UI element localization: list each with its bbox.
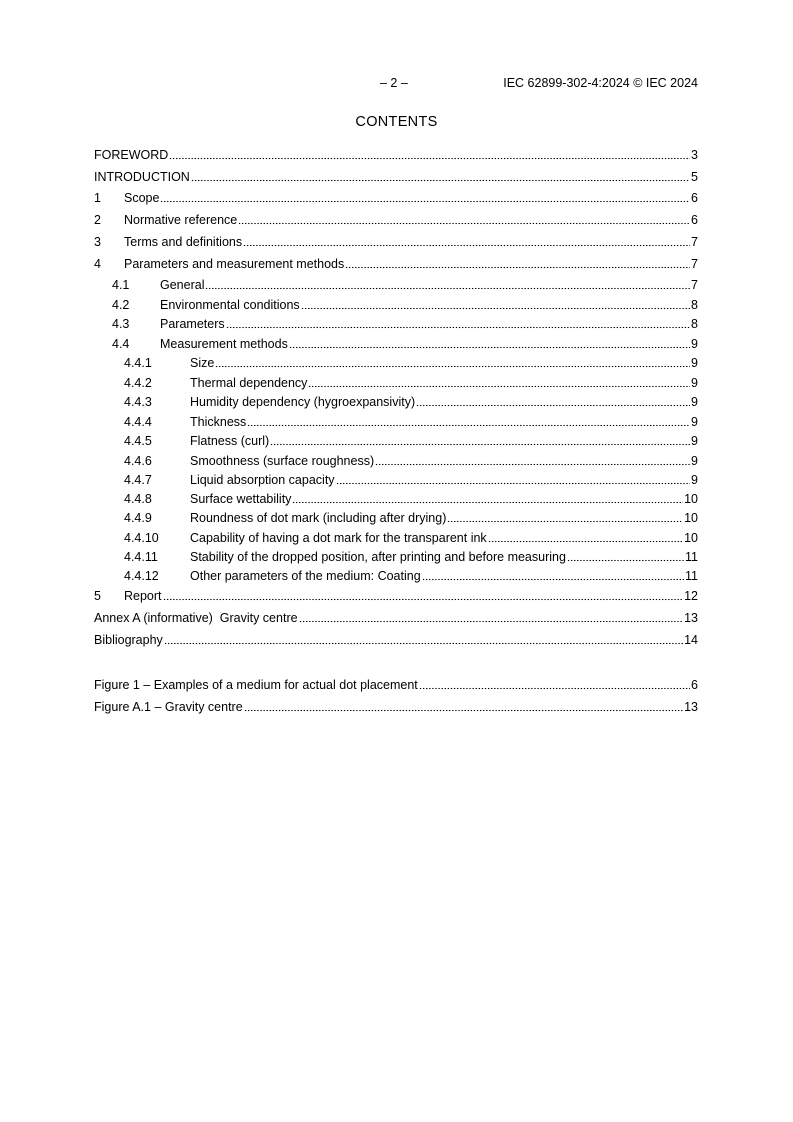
dot-leader <box>191 170 690 182</box>
figure-entry-1[interactable] <box>94 675 698 693</box>
toc-entry-number: 1 <box>94 191 101 205</box>
dot-leader <box>238 213 690 225</box>
toc-entry-page: 10 <box>684 511 698 525</box>
dot-leader <box>215 356 690 368</box>
toc-entry-number: 4.4.6 <box>124 454 152 468</box>
toc-entry-label: FOREWORD <box>94 148 169 162</box>
toc-entry-label: Report <box>124 589 162 603</box>
toc-entry-environmental-conditions[interactable] <box>94 295 698 313</box>
toc-entry-page: 3 <box>691 148 698 162</box>
toc-entry-measurement-methods[interactable] <box>94 334 698 352</box>
toc-entry-number: 4.4.5 <box>124 434 152 448</box>
toc-entry-page: 9 <box>691 415 698 429</box>
toc-entry-number: 4.4.10 <box>124 531 159 545</box>
toc-entry-scope[interactable] <box>94 188 698 206</box>
toc-entry-label: Surface wettability <box>190 492 292 506</box>
toc-entry-label: Roundness of dot mark (including after drying) <box>190 511 447 525</box>
toc-entry-report[interactable] <box>94 586 698 604</box>
toc-entry-number: 3 <box>94 235 101 249</box>
toc-entry-page: 12 <box>684 589 698 603</box>
toc-entry-number: 4.4.3 <box>124 395 152 409</box>
toc-entry-label: Measurement methods <box>160 337 288 351</box>
toc-entry-page: 13 <box>684 611 698 625</box>
toc-entry-flatness[interactable] <box>94 431 698 449</box>
document-id: IEC 62899-302-4:2024 © IEC 2024 <box>503 76 698 90</box>
toc-entry-page: 9 <box>691 395 698 409</box>
toc-entry-humidity-dependency[interactable] <box>94 392 698 410</box>
toc-entry-number: 4.4.4 <box>124 415 152 429</box>
toc-entry-label: Size <box>190 356 215 370</box>
dot-leader <box>567 550 684 562</box>
figure-entry-label: Figure 1 – Examples of a medium for actual dot placement <box>94 678 418 692</box>
toc-entry-page: 10 <box>684 531 698 545</box>
dot-leader <box>247 415 690 427</box>
dot-leader <box>169 148 690 160</box>
toc-entry-page: 8 <box>691 298 698 312</box>
toc-entry-roundness[interactable] <box>94 508 698 526</box>
toc-entry-size[interactable] <box>94 353 698 371</box>
toc-entry-label: Stability of the dropped position, after printing and before measuring <box>190 550 566 564</box>
toc-entry-thickness[interactable] <box>94 412 698 430</box>
dot-leader <box>289 337 690 349</box>
toc-entry-label: INTRODUCTION <box>94 170 190 184</box>
toc-entry-foreword[interactable] <box>94 145 698 163</box>
toc-entry-number: 4 <box>94 257 101 271</box>
page-title: CONTENTS <box>355 114 438 130</box>
toc-entry-label: Normative reference <box>124 213 238 227</box>
dot-leader <box>244 700 683 712</box>
toc-entry-page: 6 <box>691 191 698 205</box>
page-number: – 2 – <box>380 76 408 90</box>
toc-entry-page: 7 <box>691 278 698 292</box>
toc-entry-page: 9 <box>691 356 698 370</box>
toc-entry-number: 4.4.1 <box>124 356 152 370</box>
toc-entry-label: Parameters and measurement methods <box>124 257 345 271</box>
toc-entry-thermal-dependency[interactable] <box>94 373 698 391</box>
toc-entry-page: 9 <box>691 376 698 390</box>
dot-leader <box>488 531 683 543</box>
toc-entry-page: 8 <box>691 317 698 331</box>
toc-entry-page: 14 <box>684 633 698 647</box>
toc-entry-label: Humidity dependency (hygroexpansivity) <box>190 395 416 409</box>
toc-entry-annex-a[interactable] <box>94 608 698 626</box>
toc-entry-label: Smoothness (surface roughness) <box>190 454 375 468</box>
toc-entry-label: Liquid absorption capacity <box>190 473 335 487</box>
toc-entry-number: 4.4.12 <box>124 569 159 583</box>
toc-entry-label: Capability of having a dot mark for the transparent ink <box>190 531 487 545</box>
toc-entry-number: 4.4.2 <box>124 376 152 390</box>
toc-entry-number: 4.3 <box>112 317 130 331</box>
dot-leader <box>164 633 683 645</box>
dot-leader <box>163 589 684 601</box>
figure-entry-a1[interactable] <box>94 697 698 715</box>
toc-entry-page: 11 <box>685 550 698 564</box>
toc-entry-surface-wettability[interactable] <box>94 489 698 507</box>
toc-entry-page: 9 <box>691 454 698 468</box>
toc-entry-label: Thickness <box>190 415 247 429</box>
toc-entry-parameters-methods[interactable] <box>94 254 698 272</box>
toc-entry-dropped-position[interactable] <box>94 547 698 565</box>
dot-leader <box>205 278 690 290</box>
dot-leader <box>422 569 684 581</box>
toc-entry-label: Scope <box>124 191 160 205</box>
toc-entry-page: 7 <box>691 235 698 249</box>
dot-leader <box>270 434 690 446</box>
toc-entry-general[interactable] <box>94 275 698 293</box>
dot-leader <box>308 376 690 388</box>
toc-entry-label: General <box>160 278 205 292</box>
toc-entry-terms[interactable] <box>94 232 698 250</box>
figure-entry-label: Figure A.1 – Gravity centre <box>94 700 243 714</box>
dot-leader <box>160 191 690 203</box>
toc-entry-number: 5 <box>94 589 101 603</box>
toc-entry-page: 9 <box>691 337 698 351</box>
toc-entry-page: 9 <box>691 434 698 448</box>
toc-entry-number: 4.1 <box>112 278 130 292</box>
toc-entry-number: 4.4.9 <box>124 511 152 525</box>
dot-leader <box>336 473 691 485</box>
toc-entry-label: Annex A (informative) Gravity centre <box>94 611 298 625</box>
toc-entry-transparent-ink[interactable] <box>94 528 698 546</box>
toc-entry-number: 2 <box>94 213 101 227</box>
toc-entry-page: 5 <box>691 170 698 184</box>
toc-entry-number: 4.2 <box>112 298 130 312</box>
toc-entry-label: Other parameters of the medium: Coating <box>190 569 421 583</box>
dot-leader <box>447 511 683 523</box>
dot-leader <box>301 298 690 310</box>
toc-entry-smoothness[interactable] <box>94 451 698 469</box>
dot-leader <box>416 395 690 407</box>
toc-entry-page: 7 <box>691 257 698 271</box>
toc-entry-coating[interactable] <box>94 566 698 584</box>
toc-entry-label: Flatness (curl) <box>190 434 270 448</box>
toc-entry-page: 10 <box>684 492 698 506</box>
toc-entry-bibliography[interactable] <box>94 630 698 648</box>
dot-leader <box>226 317 690 329</box>
toc-entry-parameters[interactable] <box>94 314 698 332</box>
figure-entry-page: 13 <box>684 700 698 714</box>
toc-entry-label: Bibliography <box>94 633 163 647</box>
toc-entry-introduction[interactable] <box>94 167 698 185</box>
toc-entry-number: 4.4.7 <box>124 473 152 487</box>
toc-entry-label: Thermal dependency <box>190 376 308 390</box>
toc-entry-label: Terms and definitions <box>124 235 243 249</box>
dot-leader <box>345 257 690 269</box>
figure-entry-page: 6 <box>691 678 698 692</box>
dot-leader <box>419 678 690 690</box>
toc-entry-page: 11 <box>685 569 698 583</box>
page-header <box>94 76 698 92</box>
toc-entry-number: 4.4.8 <box>124 492 152 506</box>
toc-entry-liquid-absorption[interactable] <box>94 470 698 488</box>
toc-entry-label: Parameters <box>160 317 225 331</box>
toc-entry-normative-reference[interactable] <box>94 210 698 228</box>
toc-entry-number: 4.4.11 <box>124 550 158 564</box>
toc-entry-number: 4.4 <box>112 337 130 351</box>
dot-leader <box>292 492 683 504</box>
dot-leader <box>375 454 690 466</box>
toc-entry-label: Environmental conditions <box>160 298 300 312</box>
dot-leader <box>243 235 690 247</box>
dot-leader <box>299 611 684 623</box>
toc-entry-page: 6 <box>691 213 698 227</box>
toc-entry-page: 9 <box>691 473 698 487</box>
